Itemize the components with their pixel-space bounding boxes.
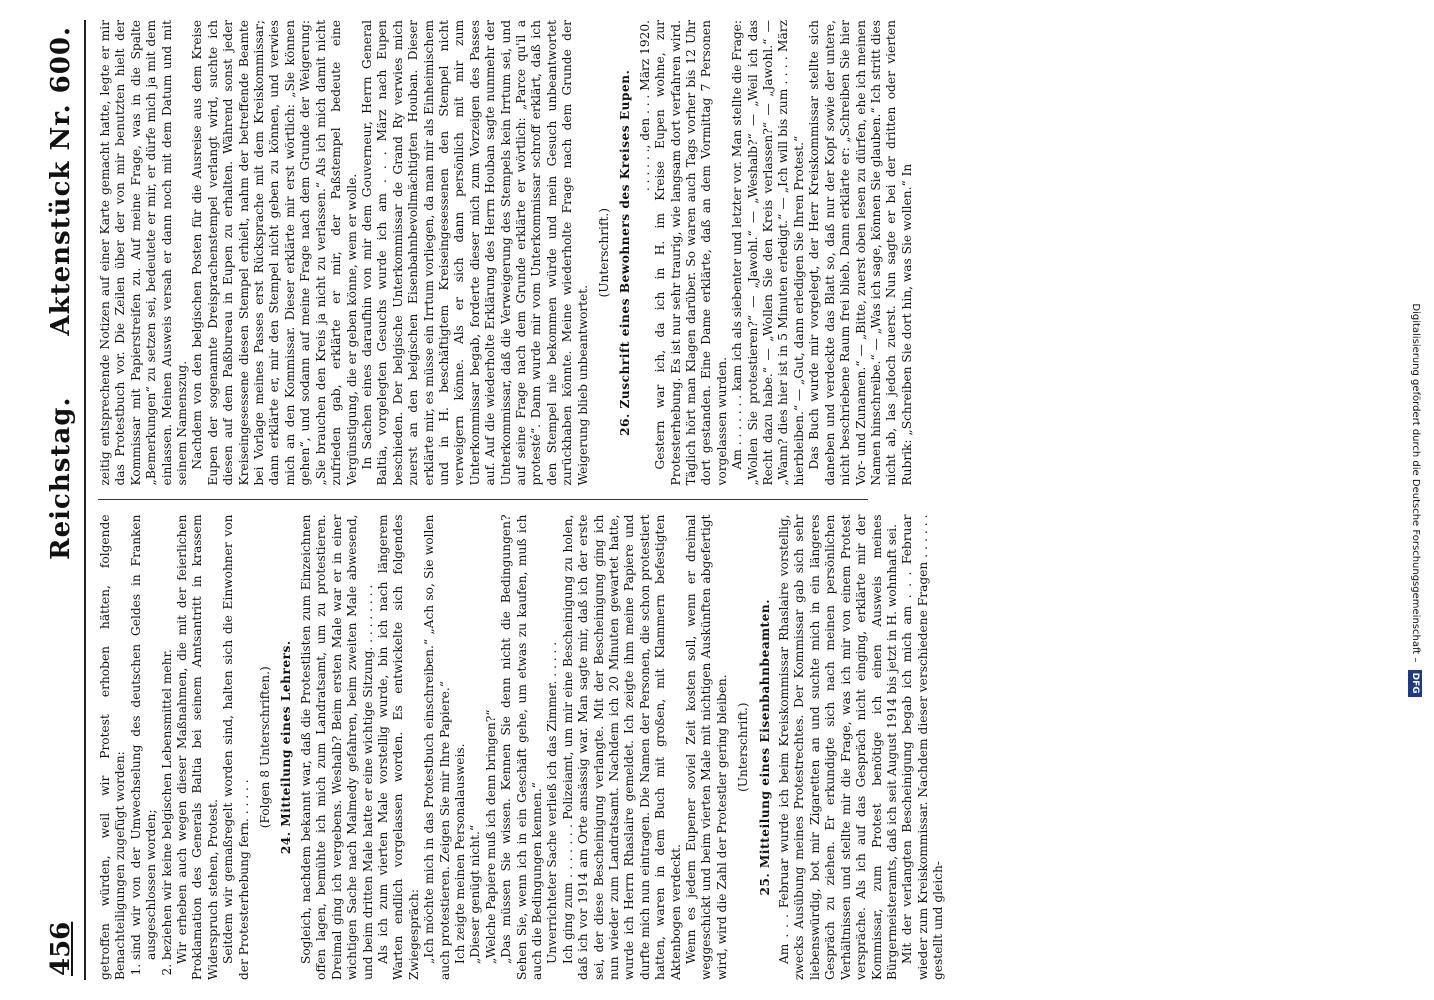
paragraph: Als ich zum vierten Male vorstellig wurde, bin ich nach längerem Warten endlich vorgelassen worden. Es entwickelte sich folgendes Zwiegespräch:: [375, 514, 421, 980]
dfg-logo: DFG: [1408, 670, 1422, 697]
paragraph: Mit der verlangten Bescheinigung begab ich mich am . . . Februar wieder zum Kreiskommissar. Nachdem dieser verschiedene Fragen . . . . . . gestellt und gleich-: [900, 514, 946, 980]
paragraph: In Sachen eines daraufhin von mir dem Gouverneur, Herrn General Baltia, vorgelegten Gesuchs wurde ich am . . . März nach Eupen beschieden. Der belgische Unterkommissar de Grand Ry verwies mich zuerst an den belgischen Eisenbahnbevollmächtigten Houban. Dieser erklärte mir, es müsse ein Irrtum vorliegen, da man mir als Einheimischem und in H. beschäftigtem Kreiseingesessenen den Stempel nicht verweigern könne. Als er sich dann persönlich mit mir zum Unterkommissar begab, forderte dieser mich zum Vorzeigen des Passes auf. Auf die wiederholte Erklärung des Herrn Houban sagte nunmehr der Unterkommissar, daß die Verweigerung des Stempels kein Irrtum sei, und auf seine Frage nach dem Grunde erklärte er wörtlich: „Parce qu'il a protesté“. Dann wurde mir vom Unterkommissar schroff erklärt, daß ich den Stempel nie bekommen würde und mein Gesuch unbeantwortet zurückhaben könnte. Meine wiederholte Frage nach dem Grunde der Weigerung blieb unbeantwortet.: [359, 20, 590, 486]
signature-note: (Unterschrift.): [597, 208, 611, 298]
dateline: . . . . . ., den . . . März 1920.: [637, 20, 652, 192]
paragraph: Nachdem von den belgischen Posten für die Ausreise aus dem Kreise Eupen der sogenannte Dreisprachenstempel verlangt wird, suchte ich diesen auf dem Paßbureau in Eupen zu erhalten. Während sonst jeder Kreiseingesessene diesen Stempel erhielt, nahm der betreffende Beamte bei Vorlage meines Passes erst Rücksprache mit dem Kreiskommissar; dann erklärte er, mir den Stempel nicht geben zu können, und verwies mich an den Kommissar. Dieser erklärte mir erst wörtlich: „Sie können gehen“, und sodann auf meine Frage nach dem Grunde der Weigerung: „Sie brauchen den Kreis ja nicht zu verlassen.“ Als ich mich damit nicht zufrieden gab, erklärte er mir, der Paßstempel bedeute eine Vergünstigung, die er geben könne, wem er wolle.: [190, 20, 359, 486]
column-divider: [98, 500, 868, 501]
paragraph: „Dieser genügt nicht.“: [468, 824, 483, 964]
rotated-page: [38, 20, 946, 980]
digitization-note: [1402, 12, 1428, 988]
signature-note: (Unterschrift.): [736, 702, 751, 793]
header-title: Reichstag.: [46, 396, 76, 560]
paragraph: „Ich möchte mich in das Protestbuch einschreiben.“ „Ach so, Sie wollen auch protestieren. Zeigen Sie mir Ihre Papiere.“: [422, 514, 452, 980]
section-heading-25: 25. Mitteilung eines Eisenbahnbeamten.: [757, 598, 772, 896]
paragraph: Ich ging zum . . . . . . . Polizeiamt, um mir eine Bescheinigung zu holen, daß ich vor 1914 am Orte ansässig war. Man sagte mir, daß ich der erste sei, der diese Bescheinigung verlangte. Mit der Bescheinigung ging ich nun wieder zum Landratsamt. Nachdem ich 20 Minuten gewartet hatte, wurde ich Herrn Rhaslaire gemeldet. Ich zeigte ihm meine Papiere und durfte mich nun eintragen. Die Namen der Personen, die schon protestiert hatten, waren in dem Buch mit großen, mit Klammern befestigten Aktenbogen verdeckt.: [560, 514, 683, 980]
page-header: [38, 20, 86, 980]
header-document-number: Aktenstück Nr. 600.: [46, 26, 76, 336]
section-heading-26: 26. Zuschrift eines Bewohners des Kreises Eupen.: [618, 69, 633, 436]
paragraph: Sogleich, nachdem bekannt war, daß die Protestlisten zum Einzeichnen offen lagen, bemühte ich mich zum Landratsamt, um zu protestieren. Dreimal ging ich vergebens. Weshalb? Beim ersten Male war er in einer wichtigen Sache nach Malmedy gefahren, beim zweiten Male abwesend, und beim dritten Male hatte er eine wichtige Sitzung. . . . . . . . .: [298, 514, 375, 980]
signature-note: (Folgen 8 Unterschriften.): [258, 666, 273, 829]
document-page: [38, 20, 946, 980]
text-columns: [98, 20, 946, 980]
paragraph: Seitdem wir gemaßregelt worden sind, halten sich die Einwohner von der Protesterhebung fern. . . . . .: [221, 514, 251, 980]
paragraph: Gestern war ich, da ich in H. im Kreise Eupen wohne, zur Protesterhebung. Es ist nur sehr traurig, wie langsam dort verfahren wird. Täglich hört man Klagen darüber. So waren auch Tags vorher bis 12 Uhr dort gestanden. Eine Dame erklärte, daß an dem Vormittag 7 Personen vorgelassen wurden.: [653, 20, 729, 486]
paragraph: getroffen würden, weil wir Protest erhoben hätten, folgende Benachteiligungen zugefügt worden:: [98, 514, 128, 980]
paragraph: Das Buch wurde mir vorgelegt, der Herr Kreiskommissar stellte sich daneben und verdeckte das Blatt so, daß nur der Kopf sowie der untere, nicht beschriebene Raum frei blieb. Dann erklärte er: „Schreiben Sie hier Vor- und Zunamen.“ — „Bitte, zuerst oben lesen zu dürfen, ehe ich meinen Namen hinschreibe.“ — „Was ich sage, können Sie glauben.“ Ich stritt dies nicht ab, las jedoch zuerst. Nun sagte er bei der dritten oder vierten Rubrik: „Schreiben Sie dort hin, was Sie wollen.“ In: [807, 20, 914, 486]
list-item: 2. beziehen wir keine belgischen Lebensmittel mehr.: [160, 515, 175, 961]
paragraph: Am . . . . . . . kam ich als siebenter und letzter vor. Man stellte die Frage: „Wollen Sie protestieren?“ — „Jawohl.“ — „Weshalb?“ — „Weil ich das Recht dazu habe.“ — „Wollen Sie den Kreis verlassen?“ — „Jawohl.“ — „Wann? dies hier ist in 5 Minuten erledigt.“ — „Ich will bis zum . . . . März hierbleiben.“ — „Gut, dann erledigen Sie Ihren Protest.“: [730, 20, 806, 486]
section-heading-24: 24. Mitteilung eines Lehrers.: [279, 640, 294, 855]
paragraph: Unverrichteter Sache verließ ich das Zimmer. . . . . .: [545, 641, 560, 964]
list-item: 1. sind wir von der Umwechselung des deutschen Geldes in Franken ausgeschlossen worden;: [129, 515, 160, 961]
paragraph: „Das müssen Sie wissen. Kennen Sie denn nicht die Bedingungen? Sehen Sie, wenn ich in ein Geschäft gehe, um etwas zu kaufen, muß ich auch die Bedingungen kennen.“: [499, 514, 544, 980]
digitization-note-text: [1402, 12, 1428, 988]
left-column: [98, 514, 946, 981]
right-column: [98, 20, 914, 486]
page-number: 456: [46, 921, 76, 976]
paragraph: Wir erheben auch wegen dieser Maßnahmen, die mit der feierlichen Proklamation des Generals Baltia bei seinem Amtsantritt in krassem Widerspruch stehen, Protest.: [175, 514, 220, 980]
numbered-list: [129, 515, 175, 981]
paragraph: zeitig entsprechende Notizen auf einer Karte gemacht hatte, legte er mir das Protestbuch vor. Die Zeilen über der von mir benutzten hielt der Kommissar mit Papierstreifen zu. Auf meine Frage, was in die Spalte „Bemerkungen“ zu setzen sei, bedeutete er mir, er dürfe mich ja mit dem einlassen. Meinen Ausweis versah er dann noch mit dem Datum und mit seinem Namenszug.: [98, 20, 190, 486]
digitization-credit: Digitalisierung gefördert durch die Deutsche Forschungsgemeinschaft –: [1410, 303, 1421, 663]
paragraph: „Welche Papiere muß ich denn bringen?“: [483, 709, 498, 964]
paragraph: Wenn es jedem Eupener soviel Zeit kosten soll, wenn er dreimal weggeschickt und beim vierten Male mit nichtigen Auskünften abgefertigt wird, wird die Zahl der Protestler gering bleiben.: [684, 514, 729, 980]
paragraph: Ich zeigte meinen Personalausweis.: [452, 743, 467, 964]
paragraph: Am . . . Februar wurde ich beim Kreiskommissar Rhaslaire vorstellig, zwecks Ausübung meines Protestrechtes. Der Kommissar gab sich sehr liebenswürdig, bot mir Zigaretten an und suchte mich in ein längeres Gespräch zu ziehen. Er erkundigte sich nach meinen persönlichen Verhältnissen und stellte mir die Frage, was ich mir von einem Protest verspräche. Als ich auf das Gespräch nicht einging, erklärte mir der Kommissar, zum Protest benötige ich einen Ausweis meines Bürgermeisteramts, daß ich seit August 1914 bis jetzt in H. wohnhaft sei.: [777, 514, 899, 980]
